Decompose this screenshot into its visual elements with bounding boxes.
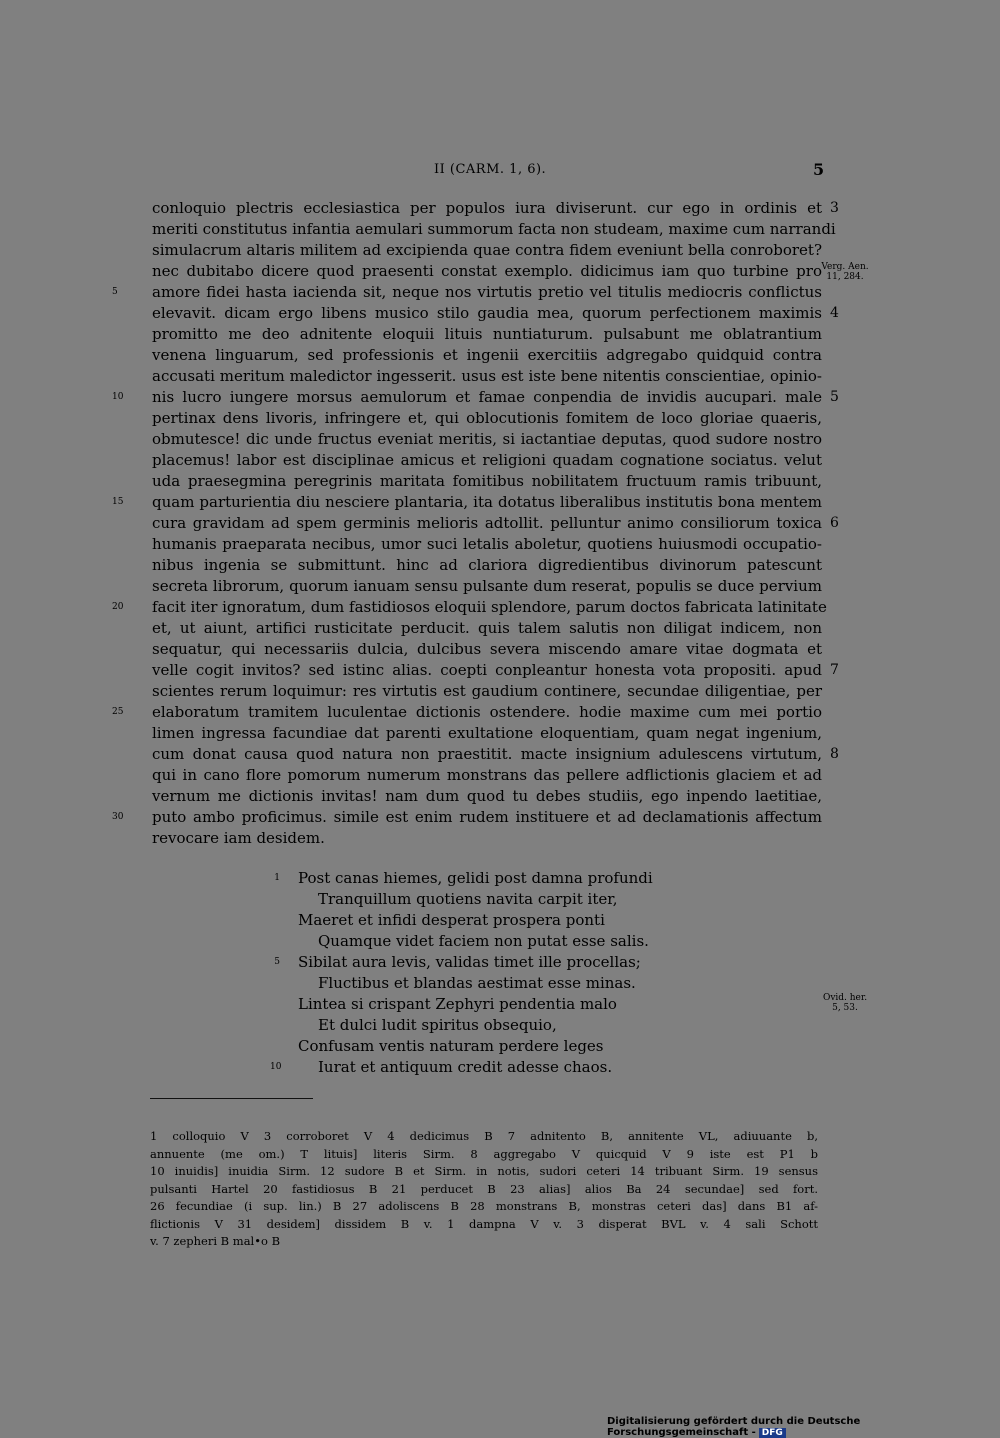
verse-text: Post canas hiemes, gelidi post damna profundi [298, 869, 653, 887]
prose-line-text: revocare iam desidem. [152, 829, 325, 847]
section-number: 6 [830, 515, 839, 531]
prose-line-text: quam parturientia diu nesciere plantaria, ita dotatus liberalibus institutis bona mentem [152, 493, 822, 511]
verse-line [298, 1036, 818, 1057]
verse-text: Sibilat aura levis, validas timet ille procellas; [298, 953, 641, 971]
verse-line [298, 994, 818, 1015]
footnote-line: v. 7 zepheri B mal•o B [150, 1234, 281, 1248]
prose-line-text: elaboratum tramitem luculentae dictionis ostendere. hodie maxime cum mei portio [152, 703, 822, 721]
prose-line-text: simulacrum altaris militem ad excipienda quae contra fidem eveniunt bella conroboret? [152, 241, 822, 259]
section-number: 4 [830, 305, 839, 321]
prose-line-text: facit iter ignoratum, dum fastidiosos eloquii splendore, parum doctos fabricata latinitate [152, 598, 827, 616]
verse-number: 1 [274, 873, 280, 883]
line-number: 10 [112, 392, 124, 402]
prose-line [152, 345, 822, 366]
verse-line [274, 952, 818, 973]
footnote-line: flictionis V 31 desidem] dissidem B v. 1 dampna V v. 3 disperat BVL v. 4 sali Schott [150, 1216, 818, 1231]
line-number: 25 [112, 707, 124, 717]
prose-line-text: humanis praeparata necibus, umor suci letalis aboletur, quotiens huiusmodi occupatio- [152, 535, 822, 553]
prose-line-text: velle cogit invitos? sed istinc alias. coepti conpleantur honesta vota propositi. apud [152, 661, 822, 679]
poem [270, 868, 818, 1078]
verse-text: Iurat et antiquum credit adesse chaos. [318, 1058, 613, 1076]
prose-line [152, 639, 822, 660]
sidenote-line: 5, 53. [832, 1003, 858, 1013]
verse-text: Quamque videt faciem non putat esse salis. [318, 932, 649, 950]
verse-text: Tranquillum quotiens navita carpit iter, [318, 890, 618, 908]
prose-line-text: vernum me dictionis invitas! nam dum quod tu debes studiis, ego inpendo laetitiae, [152, 787, 822, 805]
section-number: 3 [830, 200, 839, 216]
verse-text: Lintea si crispant Zephyri pendentia malo [298, 995, 617, 1013]
prose-line [152, 576, 822, 597]
credit-text: Digitalisierung gefördert durch die Deutsche Forschungsgemeinschaft - [607, 1416, 861, 1438]
verse-line [298, 931, 818, 952]
footnote-line: 10 inuidis] inuidia Sirm. 12 sudore B et Sirm. in notis, sudori ceteri 14 tribuant Sirm. 19 sensus [150, 1164, 818, 1178]
prose-line-text: venena linguarum, sed professionis et ingenii exercitiis adgregabo quidquid contra [152, 346, 822, 364]
prose-line-text: accusati meritum maledictor ingesserit. usus est iste bene nitentis conscientiae, opinio- [152, 367, 822, 385]
verse-text: Et dulci ludit spiritus obsequio, [318, 1016, 557, 1034]
line-number: 20 [112, 602, 124, 612]
prose-line-text: puto ambo proficimus. simile est enim rudem instituere et ad declamationis affectum [152, 808, 822, 826]
verse-number: 10 [270, 1062, 282, 1072]
line-number: 15 [112, 497, 124, 507]
prose-line [152, 534, 822, 555]
prose-line [152, 471, 822, 492]
prose-line-text: et, ut aiunt, artifici rusticitate perducit. quis talem salutis non diligat indicem, non [152, 619, 822, 637]
footnote-line: 1 colloquio V 3 corroboret V 4 dedicimus B 7 adnitento B, annitente VL, adiuuante b, [150, 1129, 818, 1143]
sidenote-vergil [815, 262, 875, 282]
sidenote-line: 11, 284. [826, 272, 864, 282]
prose-line-text: qui in cano flore pomorum numerum monstrans das pellere adflictionis glaciem et ad [152, 766, 822, 784]
prose-line [152, 219, 836, 240]
verse-text: Confusam ventis naturam perdere leges [298, 1037, 604, 1055]
prose-line [152, 513, 839, 534]
prose-line [152, 723, 822, 744]
footnote-line: annuente (me om.) T lituis] literis Sirm. 8 aggregabo V quicquid V 9 iste est P1 b [150, 1146, 818, 1161]
verse-number: 5 [274, 957, 280, 967]
section-number: 5 [830, 389, 839, 405]
prose-line [152, 660, 839, 681]
prose-line-text: nibus ingenia se submittunt. hinc ad clariora digredientibus divinorum patescunt [152, 556, 822, 574]
verse-text: Fluctibus et blandas aestimat esse minas. [318, 974, 636, 992]
prose-line [152, 765, 822, 786]
verse-line [298, 889, 818, 910]
prose-line [152, 198, 839, 219]
footnote-line: pulsanti Hartel 20 fastidiosus B 21 perducet B 23 alias] alios Ba 24 secundae] sed fort. [150, 1181, 818, 1196]
prose-line [112, 702, 822, 723]
running-title: II (CARM. 1, 6). [434, 162, 547, 177]
prose-line-text: scientes rerum loquimur: res virtutis est gaudium continere, secundae diligentiae, per [152, 682, 822, 700]
digitization-credit [607, 1416, 1000, 1438]
prose-line-text: pertinax dens livoris, infringere et, qui oblocutionis fomitem de loco gloriae quaeris, [152, 409, 822, 427]
section-number: 8 [830, 746, 839, 762]
prose-line [152, 744, 839, 765]
verse-line [270, 1057, 818, 1078]
line-number: 30 [112, 812, 124, 822]
verse-text: Maeret et infidi desperat prospera ponti [298, 911, 605, 929]
prose-line [152, 450, 822, 471]
prose-line [152, 681, 822, 702]
prose-line [152, 429, 822, 450]
sidenote-line: Verg. Aen. [821, 262, 869, 272]
prose-line [152, 786, 822, 807]
prose-line-text: uda praesegmina peregrinis maritata fomitibus nobilitatem fructuum ramis tribuunt, [152, 472, 822, 490]
prose-line [152, 618, 822, 639]
prose-line [152, 303, 839, 324]
footnote-rule [150, 1098, 313, 1099]
footnote-line: 26 fecundiae (i sup. lin.) B 27 adoliscens B 28 monstrans B, monstras ceteri das] dans B1 af- [150, 1199, 818, 1213]
sidenote-line: Ovid. her. [822, 993, 868, 1003]
section-number: 7 [830, 662, 839, 678]
prose-line [152, 261, 822, 282]
verse-line [298, 910, 818, 931]
prose-line-text: limen ingressa facundiae dat parenti exultatione eloquentiam, quam negat ingenium, [152, 724, 822, 742]
prose-line [112, 282, 822, 303]
prose-line-text: amore fidei hasta iacienda sit, neque nos virtutis pretio vel titulis mediocris conflictus [152, 283, 822, 301]
prose-text [112, 198, 839, 849]
prose-line-text: sequatur, qui necessariis dulcia, dulcibus severa miscendo amare vitae dogmata et [152, 640, 822, 658]
prose-line [152, 366, 822, 387]
prose-line-text: promitto me deo adnitente eloquii lituis nuntiaturum. pulsabunt me oblatrantium [152, 325, 822, 343]
prose-line-text: elevavit. dicam ergo libens musico stilo gaudia mea, quorum perfectionem maximis [152, 304, 822, 322]
prose-line-text: cura gravidam ad spem germinis melioris adtollit. pelluntur animo consiliorum toxica [152, 514, 822, 532]
prose-line [152, 555, 822, 576]
prose-line [152, 240, 822, 261]
prose-line-text: meriti constitutus infantia aemulari summorum facta non studeam, maxime cum narrandi [152, 220, 836, 238]
prose-line-text: obmutesce! dic unde fructus eveniat meritis, si iactantiae deputas, quod sudore nostro [152, 430, 822, 448]
prose-line [112, 387, 839, 408]
prose-line [112, 597, 827, 618]
prose-line [112, 807, 822, 828]
verse-line [298, 1015, 818, 1036]
verse-line [274, 868, 818, 889]
prose-line-text: conloquio plectris ecclesiastica per populos iura diviserunt. cur ego in ordinis et [152, 199, 822, 217]
prose-line-text: placemus! labor est disciplinae amicus et religioni quadam cognatione sociatus. velut [152, 451, 822, 469]
dfg-logo: DFG [759, 1428, 786, 1438]
prose-line-text: secreta librorum, quorum ianuam sensu pulsante dum reserat, populis se duce pervium [152, 577, 822, 595]
critical-apparatus [150, 1128, 818, 1251]
line-number: 5 [112, 287, 118, 297]
prose-line [152, 828, 822, 849]
page-header [0, 162, 1000, 184]
prose-line [112, 492, 822, 513]
prose-line-text: cum donat causa quod natura non praestitit. macte insignium adulescens virtutum, [152, 745, 822, 763]
verse-line [298, 973, 818, 994]
sidenote-ovid [815, 993, 875, 1013]
prose-line-text: nec dubitabo dicere quod praesenti constat exemplo. didicimus iam quo turbine pro [152, 262, 822, 280]
page-number: 5 [813, 160, 825, 179]
prose-line [152, 408, 822, 429]
prose-line-text: nis lucro iungere morsus aemulorum et famae conpendia de invidis aucupari. male [152, 388, 822, 406]
prose-line [152, 324, 822, 345]
